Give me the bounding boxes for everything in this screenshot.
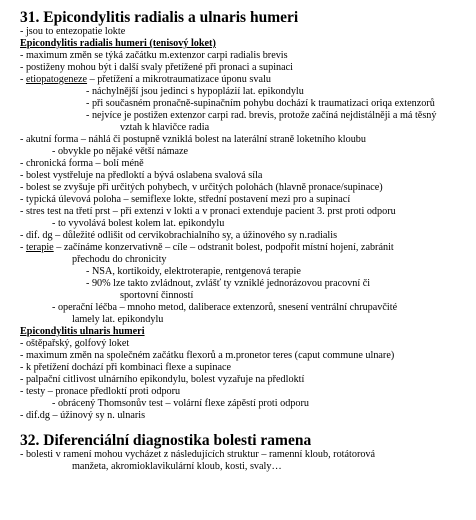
etiopatogeneze-text: – přetížení a mikrotraumatizace úponu svalu (87, 74, 271, 85)
terapie-term: terapie (25, 242, 54, 253)
text-line: přechodu do chronicity (72, 254, 167, 265)
text-line: - postiženy mohou být i další svaly přetížené při pronaci a supinaci (20, 62, 294, 73)
bullet: - (20, 74, 26, 85)
intro-line: - jsou to entezopatie lokte (20, 26, 126, 37)
text-line: - typická úlevová poloha – semiflexe lokte, střední postavení mezi pro a supinací (20, 194, 351, 205)
text-line: - bolesti v ramení mohou vycházet z následujících struktur – ramenní kloub, rotátorová (20, 449, 376, 460)
text-line: - oštěpařský, golfový loket (20, 338, 130, 349)
radialis-heading: Epicondylitis radialis humeri (tenisový loket) (20, 38, 216, 49)
bullet: - (20, 242, 26, 253)
text-line: - bolest se zvyšuje při určitých pohybech, v určitých polohách (hlavně pronace/supinace) (20, 182, 383, 193)
text-line: sportovní činností (120, 290, 194, 301)
text-line: - akutní forma – náhlá či postupně vzniklá bolest na laterální straně loketního kloubu (20, 134, 366, 145)
text-line: - chronická forma – bolí méně (20, 158, 144, 169)
text-line: - to vyvolává bolest kolem lat. epikondylu (52, 218, 225, 229)
text-line: - testy – pronace předloktí proti odporu (20, 386, 181, 397)
section-31-title: 31. Epicondylitis radialis a ulnaris humeri (20, 9, 299, 26)
text-line: - maximum změn na společném začátku flexorů a m.pronetor teres (caput commune ulnare) (20, 350, 395, 361)
text-line: - operační léčba – mnoho metod, daliberace extenzorů, snesení ventrální chrupavčité (52, 302, 398, 313)
section-32-title: 32. Diferenciální diagnostika bolesti ramena (20, 432, 312, 449)
text-line: - dif. dg – důležité odlišit od cervikobrachialního sy, a úžinového sy n.radialis (20, 230, 338, 241)
terapie-line (20, 242, 468, 254)
text-line: - náchylnější jsou jedinci s hypoplázií lat. epikondylu (86, 86, 304, 97)
text-line: - stres test na třetí prst – při extenzi v lokti a v pronaci extenduje pacient 3. prst proti odporu (20, 206, 396, 217)
text-line: manžeta, akromioklavikulární kloub, kosti, svaly… (72, 461, 282, 472)
text-line: - nejvíce je postižen extenzor carpi rad. brevis, protože začíná nejdistálněji a má těsný (86, 110, 437, 121)
text-line: - obvykle po nějaké větší námaze (52, 146, 189, 157)
text-line: vztah k hlavičce radia (120, 122, 210, 133)
text-line: - bolest vystřeluje na předloktí a bývá oslabena svalová síla (20, 170, 263, 181)
text-line: - při současném pronačně-supinačním pohybu dochází k traumatizaci oriqa extenzorů (86, 98, 435, 109)
etiopatogeneze-term: etiopatogeneze (25, 74, 88, 85)
text-line: - 90% lze takto zvládnout, zvlášť ty vzniklé jednorázovou pracovní či (86, 278, 371, 289)
text-line: - k přetížení dochází při kombinaci flexe a supinace (20, 362, 232, 373)
text-line: lamely lat. epikondylu (72, 314, 164, 325)
ulnaris-heading: Epicondylitis ulnaris humeri (20, 326, 145, 337)
text-line: - NSA, kortikoidy, elektroterapie, rentgenová terapie (86, 266, 301, 277)
text-line: - dif.dg – úžinový sy n. ulnaris (20, 410, 146, 421)
terapie-text: – začínáme konzervativně – cíle – odstranit bolest, podpořit místní hojení, zabránit (53, 242, 394, 253)
text-line: - maximum změn se týká začátku m.extenzor carpi radialis brevis (20, 50, 288, 61)
etiopatogeneze-line (20, 74, 468, 86)
text-line: - obrácený Thomsonův test – volární flexe zápěstí proti odporu (52, 398, 309, 409)
text-line: - palpační citlivost ulnárního epikondylu, bolest vyzařuje na předloktí (20, 374, 305, 385)
